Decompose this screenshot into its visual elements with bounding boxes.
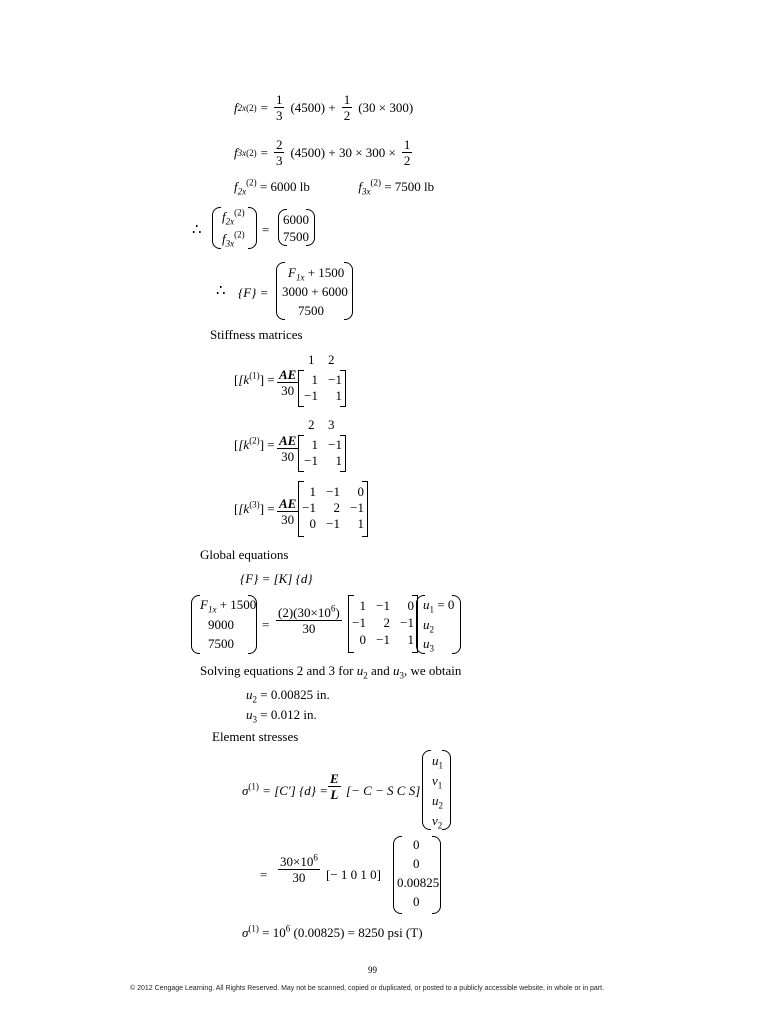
fraction: $\frac{1}{2}$ [343,92,351,123]
right-bracket [362,481,368,537]
heading-element-stresses: Element stresses [212,729,299,744]
copyright-notice: © 2012 Cengage Learning. All Rights Reserved. May not be scanned, copied or duplicated, or posted to a publicly accessible website, in whole or in part. [130,985,605,992]
right-brace [306,209,315,246]
right-bracket [340,370,346,407]
right-brace [452,595,461,654]
right-brace [442,750,451,830]
equation-f2x: f 2x (2) = $\frac{1}{3}$ (4500) + $\frac{1}{2}$ (30 × 300) [234,92,414,123]
left-brace [191,595,200,654]
u2-result: $u_2 = 0.00825$ in. [246,687,330,705]
left-brace [212,207,221,249]
right-brace [344,262,353,320]
heading-stiffness-matrices: Stiffness matrices [210,327,303,342]
right-brace [248,207,257,249]
u3-result: $u_3 = 0.012$ in. [246,707,317,725]
fraction: $\frac{1}{2}$ [403,137,411,168]
page-number: 99 [368,965,377,975]
fraction: $\frac{1}{3}$ [275,92,283,123]
therefore-symbol: ∴ [216,283,226,299]
left-brace [422,750,431,830]
equation-f3x: f 3x (2) = $\frac{2}{3}$ (4500) + 30 × 300 × $\frac{1}{2}$ [234,137,411,168]
heading-global-equations: Global equations [200,547,289,562]
sigma-result: $\sigma^{(1)} = 10^6$ (0.00825) = 8250 psi (T) [242,923,423,940]
global-equation: {F} = [K] {d} [240,571,313,586]
right-brace [248,595,257,654]
solving-text: Solving equations 2 and 3 for $u_2$ and $u_3$, we obtain [200,663,462,681]
equation-force-results: $f_{2x}^{(2)} = 6000$ lb $f_{3x}^{(2)} = 7500$ lb [234,177,435,197]
fraction: $\frac{2}{3}$ [275,137,283,168]
right-bracket [340,435,346,472]
right-brace [432,836,441,914]
therefore-symbol: ∴ [192,222,202,238]
